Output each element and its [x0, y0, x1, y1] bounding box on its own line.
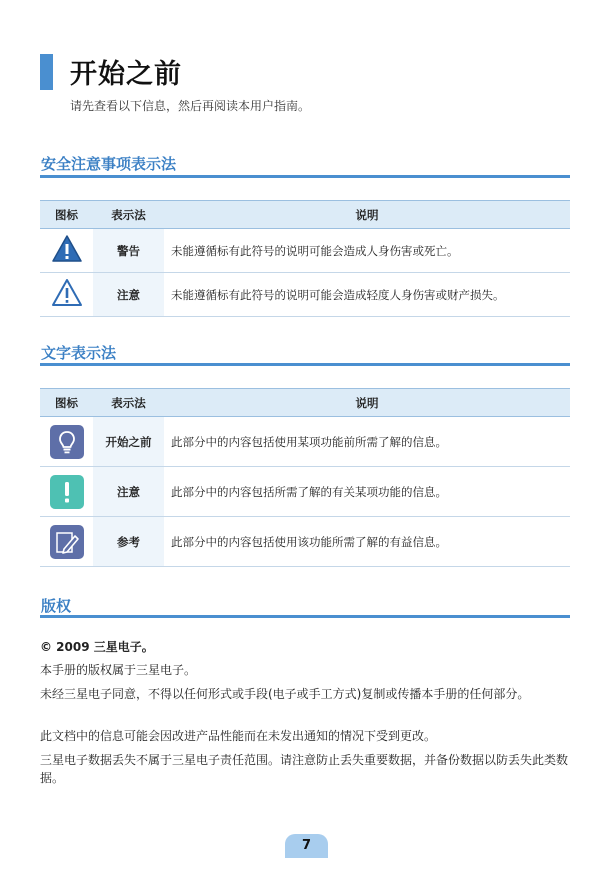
lightbulb-icon: [50, 425, 84, 459]
header-icon: 图标: [40, 201, 93, 229]
header-desc: 说明: [164, 201, 570, 229]
table-row: [40, 517, 570, 567]
title-accent-bar: [40, 54, 53, 90]
row-desc: 未能遵循标有此符号的说明可能会造成人身伤害或死亡。: [164, 229, 570, 273]
header-label: 表示法: [93, 201, 164, 229]
section-heading-text: 文字表示法: [41, 344, 117, 362]
row-label: 参考: [93, 517, 164, 567]
table-header-row: [40, 389, 570, 417]
header-desc: 说明: [164, 389, 570, 417]
page-title: 开始之前: [70, 59, 182, 90]
exclamation-icon: [50, 475, 84, 509]
row-desc: 此部分中的内容包括使用某项功能前所需了解的信息。: [164, 417, 570, 467]
copyright-line: 本手册的版权属于三星电子。: [40, 663, 197, 677]
section-rule: [40, 175, 570, 178]
copyright-line: 未经三星电子同意，不得以任何形式或手段(电子或手工方式)复制或传播本手册的任何部分。: [40, 687, 530, 701]
header-icon: 图标: [40, 389, 93, 417]
section-heading-safety: 安全注意事项表示法: [41, 155, 177, 173]
warning-filled-icon: [51, 234, 83, 264]
table-row: [40, 229, 570, 273]
section-heading-copyright: 版权: [41, 597, 72, 615]
header-label: 表示法: [93, 389, 164, 417]
row-label: 警告: [93, 229, 164, 273]
table-row: [40, 417, 570, 467]
page-subtitle: 请先查看以下信息，然后再阅读本用户指南。: [70, 99, 311, 113]
pencil-icon: [50, 525, 84, 559]
copyright-line: 此文档中的信息可能会因改进产品性能而在未发出通知的情况下受到更改。: [40, 729, 437, 743]
caution-outline-icon: [51, 278, 83, 308]
row-desc: 未能遵循标有此符号的说明可能会造成轻度人身伤害或财产损失。: [164, 273, 570, 317]
row-desc: 此部分中的内容包括所需了解的有关某项功能的信息。: [164, 467, 570, 517]
row-label: 开始之前: [93, 417, 164, 467]
table-row: [40, 467, 570, 517]
row-label: 注意: [93, 467, 164, 517]
text-table: [40, 388, 570, 567]
copyright-line: © 2009 三星电子。: [40, 640, 154, 654]
section-rule: [40, 363, 570, 366]
row-desc: 此部分中的内容包括使用该功能所需了解的有益信息。: [164, 517, 570, 567]
table-header-row: [40, 201, 570, 229]
safety-table: [40, 200, 570, 317]
page-number: 7: [285, 834, 328, 858]
row-label: 注意: [93, 273, 164, 317]
copyright-line: 三星电子数据丢失不属于三星电子责任范围。请注意防止丢失重要数据，并备份数据以防丢失此类数据。: [40, 753, 569, 785]
section-rule: [40, 615, 570, 618]
table-row: [40, 273, 570, 317]
